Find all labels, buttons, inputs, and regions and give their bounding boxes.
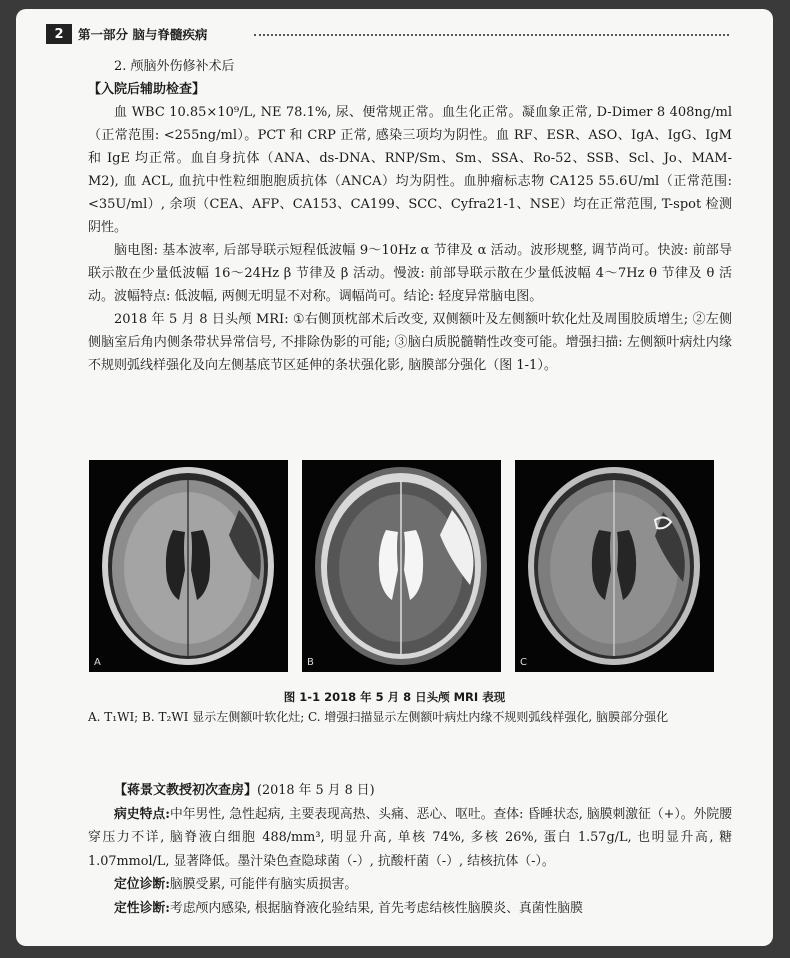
section-title: 第一部分 脑与脊髓疾病 (78, 27, 208, 42)
eeg-paragraph: 脑电图: 基本波率, 后部导联示短程低波幅 9～10Hz α 节律及 α 活动。波形规整, 调节尚可。快波: 前部导联示散在少量低波幅 16～24Hz β 节律及 β 活动。慢波: 前部导联示散在少量低波幅 4～7Hz θ 节律及 θ 活动。波幅特点: 低波幅, 两侧无明显不对称。调幅尚可。结论: 轻度异常脑电图。 (88, 243, 732, 304)
mri-figure (89, 460, 714, 672)
rounds-heading: 【蒋景文教授初次查房】 (114, 783, 258, 798)
history-paragraph (88, 803, 732, 874)
page-number: 2 (46, 24, 72, 44)
mri-panel-b (302, 460, 501, 672)
qualitative-text: 考虑颅内感染, 根据脑脊液化验结果, 首先考虑结核性脑膜炎、真菌性脑膜 (169, 900, 583, 916)
history-text: 中年男性, 急性起病, 主要表现高热、头痛、恶心、呕吐。查体: 昏睡状态, 脑膜刺激征（+）。外院腰穿压力不详, 脑脊液白细胞 488/mm³, 明显升高, 单核 74%, 多核 26%, 蛋白 1.57g/L, 也明显升高, 糖 1.07mmol/L, 显著降低。墨汁染色查隐球菌（-）, 抗酸杆菌（-）, 结核抗体（-）。 (88, 806, 732, 869)
localization-text: 脑膜受累, 可能伴有脑实质损害。 (169, 877, 358, 892)
header-divider (254, 34, 729, 36)
qualitative-label: 定性诊断: (114, 900, 170, 916)
document-page (16, 9, 773, 946)
rounds-heading-line (88, 779, 732, 803)
mri-panel-c (515, 460, 714, 672)
mri-panel-a (89, 460, 288, 672)
panel-label-a: A (94, 657, 101, 668)
lab-paragraph: 血 WBC 10.85×10⁹/L, NE 78.1%, 尿、便常规正常。血生化正常。凝血象正常, D-Dimer 8 408ng/ml（正常范围: <255ng/ml）。PCT 和 CRP 正常, 感染三项均为阴性。血 RF、ESR、ASO、IgA、IgG、IgM 和 IgE 均正常。血自身抗体（ANA、ds-DNA、RNP/Sm、Sm、SSA、Ro-52、SSB、Scl、Jo、MAM-M2), 血 ACL, 血抗中性粒细胞胞质抗体（ANCA）均为阴性。血肿瘤标志物 CA125 55.6U/ml（正常范围: <35U/ml）, 余项（CEA、AFP、CA153、CA199、SCC、Cyfra21-1、NSE）均在正常范围, T-spot 检测阴性。 (88, 105, 732, 235)
localization-label: 定位诊断: (114, 877, 170, 892)
history-label: 病史特点: (114, 806, 170, 822)
exam-heading: 【入院后辅助检查】 (88, 82, 206, 97)
qualitative-paragraph (88, 897, 732, 921)
localization-paragraph (88, 873, 732, 897)
figure-caption-text: A. T₁WI; B. T₂WI 显示左侧额叶软化灶; C. 增强扫描显示左侧额叶病灶内缘不规则弧线样强化, 脑膜部分强化 (88, 710, 669, 724)
rounds-date: (2018 年 5 月 8 日) (257, 783, 375, 798)
running-header (46, 23, 207, 45)
panel-label-b: B (307, 657, 314, 668)
case-text-block (88, 55, 732, 377)
rounds-text-block (88, 779, 732, 920)
case-title: 2. 颅脑外伤修补术后 (114, 59, 235, 74)
panel-label-c: C (520, 657, 527, 668)
mri-paragraph: 2018 年 5 月 8 日头颅 MRI: ①右侧顶枕部术后改变, 双侧额叶及左侧额叶软化灶及周围胶质增生; ②左侧侧脑室后角内侧条带状异常信号, 不排除伪影的可能; ③脑白质脱髓鞘性改变可能。增强扫描: 左侧额叶病灶内缘不规则弧线样强化及向左侧基底节区延伸的条状强化影, 脑膜部分强化（图 1-1）。 (88, 312, 732, 373)
figure-caption-title: 图 1-1 2018 年 5 月 8 日头颅 MRI 表现 (283, 690, 506, 704)
